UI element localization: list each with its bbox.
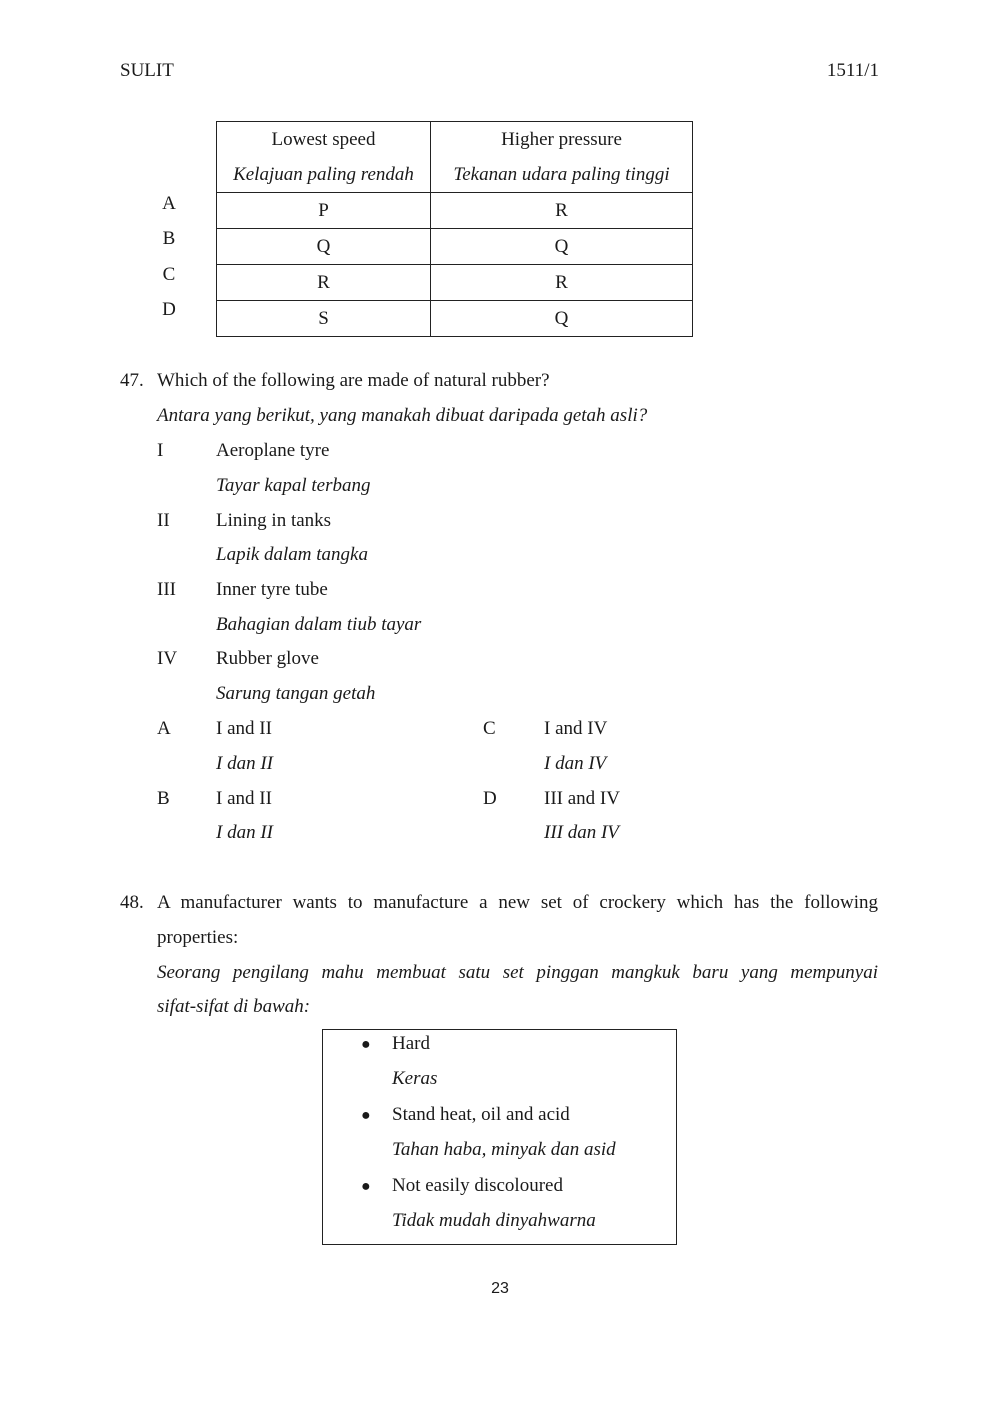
option-c-en: I and IV (544, 718, 608, 739)
table-cell: Q (431, 229, 693, 265)
property-en: Not easily discoloured (392, 1175, 563, 1196)
list-item-en: Inner tyre tube (216, 579, 328, 600)
option-letter-a: A (157, 718, 171, 739)
option-letter-c: C (483, 718, 496, 739)
header-code: 1511/1 (826, 60, 879, 81)
property-en: Stand heat, oil and acid (392, 1104, 570, 1125)
question-text-ms: Antara yang berikut, yang manakah dibuat daripada getah asli? (157, 405, 648, 426)
bullet-icon: ● (361, 1036, 371, 1053)
header-en: Lowest speed (271, 129, 376, 150)
answer-table (216, 121, 693, 337)
table-cell: R (431, 265, 693, 301)
option-letter-d: D (483, 788, 497, 809)
header-ms: Tekanan udara paling tinggi (453, 164, 670, 185)
row-label-d: D (162, 299, 176, 320)
list-item-en: Aeroplane tyre (216, 440, 330, 461)
option-d-en: III and IV (544, 788, 620, 809)
table-row (217, 301, 693, 337)
question-number: 47. (120, 370, 144, 391)
table-cell: R (431, 193, 693, 229)
header-ms: Kelajuan paling rendah (233, 164, 414, 185)
question-text-en: Which of the following are made of natural rubber? (157, 370, 550, 391)
list-item-en: Rubber glove (216, 648, 319, 669)
row-label-c: C (162, 264, 176, 285)
properties-box (322, 1029, 677, 1245)
table-cell: Q (217, 229, 431, 265)
option-letter-b: B (157, 788, 170, 809)
property-ms: Tahan haba, minyak dan asid (392, 1139, 616, 1160)
question-text-en-line2: properties: (157, 927, 239, 948)
table-row (217, 229, 693, 265)
table-cell: R (217, 265, 431, 301)
roman-numeral: I (157, 440, 164, 461)
list-item-ms: Lapik dalam tangka (216, 544, 368, 565)
option-d-ms: III dan IV (544, 822, 619, 843)
question-text-ms-line1: Seorang pengilang mahu membuat satu set pinggan mangkuk baru yang mempunyai (157, 962, 878, 983)
option-b-en: I and II (216, 788, 272, 809)
header-sulit: SULIT (120, 60, 174, 81)
table-header-lowest-speed (217, 122, 431, 193)
header-en: Higher pressure (501, 129, 622, 150)
option-c-ms: I dan IV (544, 753, 607, 774)
question-number: 48. (120, 892, 144, 913)
row-label-b: B (162, 228, 176, 249)
bullet-icon: ● (361, 1107, 371, 1124)
property-ms: Keras (392, 1068, 438, 1089)
table-cell: Q (431, 301, 693, 337)
property-en: Hard (392, 1033, 430, 1054)
row-label-a: A (162, 193, 176, 214)
list-item-ms: Bahagian dalam tiub tayar (216, 614, 422, 635)
table-row (217, 193, 693, 229)
table-cell: S (217, 301, 431, 337)
roman-numeral: IV (157, 648, 178, 669)
bullet-icon: ● (361, 1178, 371, 1195)
list-item-ms: Tayar kapal terbang (216, 475, 371, 496)
option-b-ms: I dan II (216, 822, 273, 843)
roman-numeral: III (157, 579, 176, 600)
question-text-ms-line2: sifat-sifat di bawah: (157, 996, 311, 1017)
table-header-higher-pressure (431, 122, 693, 193)
property-ms: Tidak mudah dinyahwarna (392, 1210, 596, 1231)
list-item-en: Lining in tanks (216, 510, 332, 531)
table-cell: P (217, 193, 431, 229)
question-text-en-line1: A manufacturer wants to manufacture a new set of crockery which has the following (157, 892, 878, 913)
list-item-ms: Sarung tangan getah (216, 683, 376, 704)
roman-numeral: II (157, 510, 170, 531)
option-a-en: I and II (216, 718, 272, 739)
option-a-ms: I dan II (216, 753, 273, 774)
table-row (217, 265, 693, 301)
page-number: 23 (491, 1280, 509, 1297)
